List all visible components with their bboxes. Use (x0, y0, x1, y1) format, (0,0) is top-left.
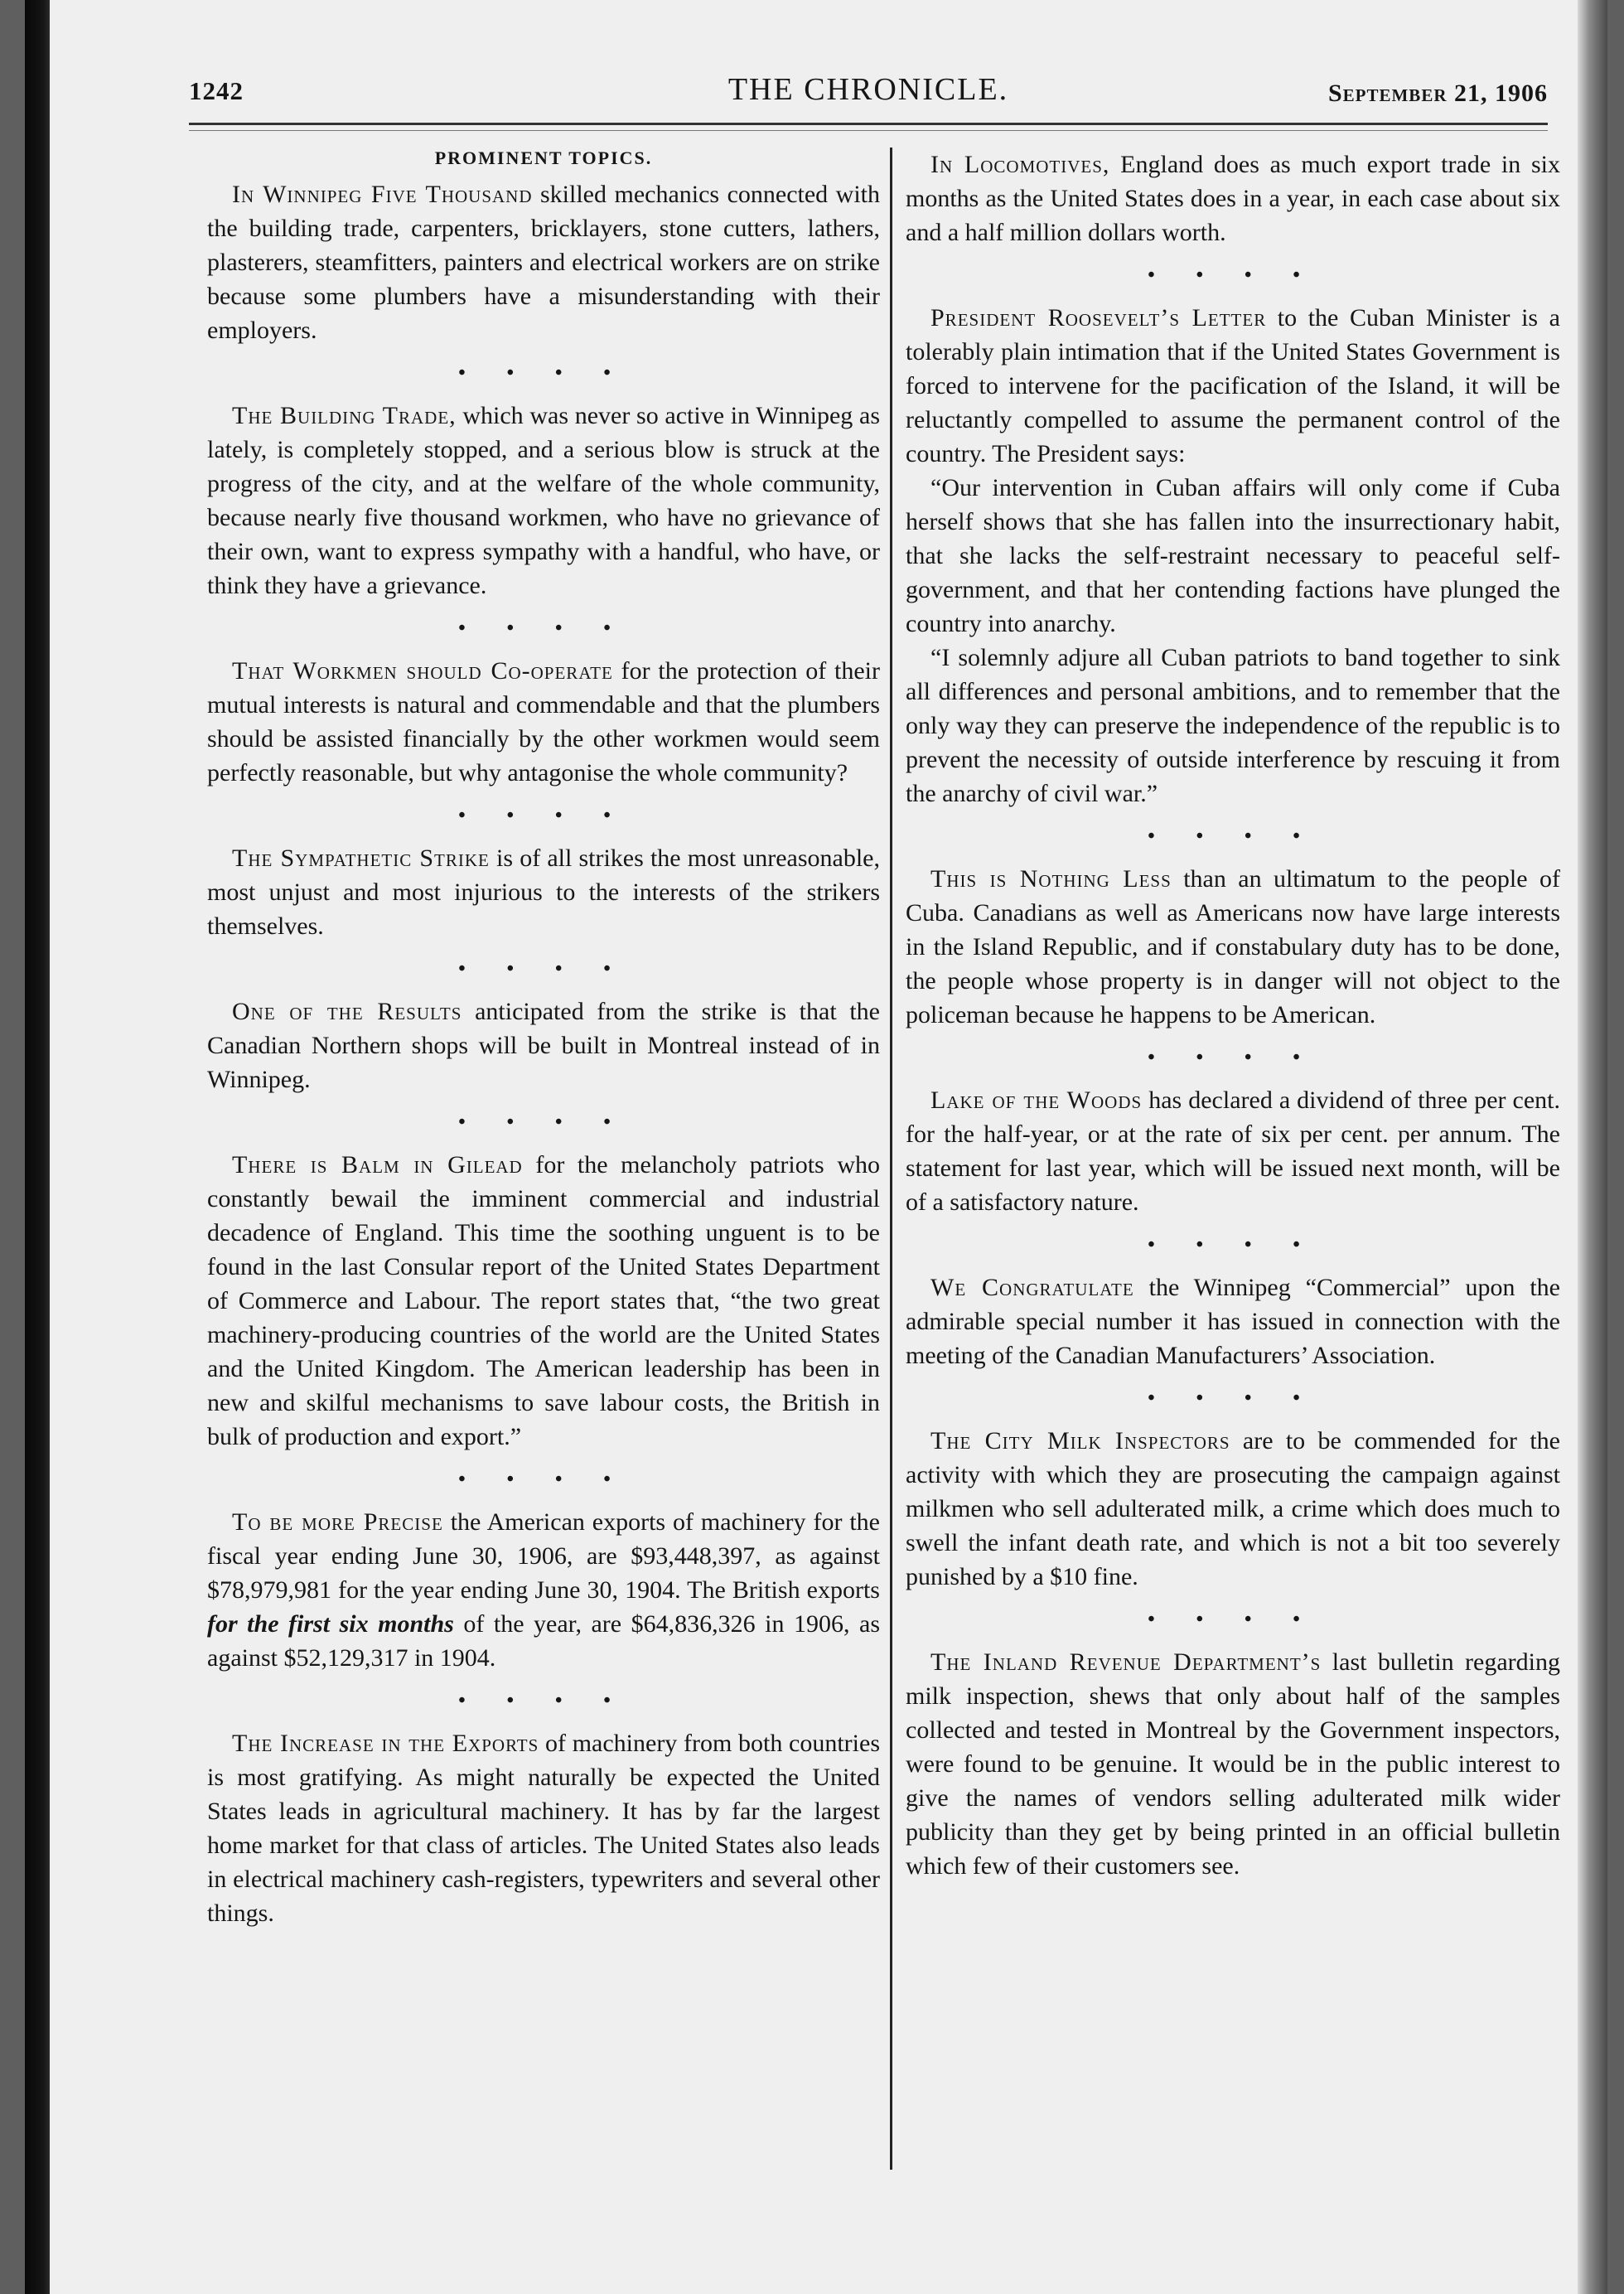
separator: • • • • (458, 958, 629, 980)
paragraph-lead: President Roosevelt’s Letter (930, 304, 1267, 332)
separator: • • • • (1148, 1047, 1318, 1068)
right-column (906, 148, 1560, 1883)
separator: • • • • (1148, 1234, 1318, 1256)
paragraph-lead: The City Milk Inspectors (930, 1427, 1230, 1454)
separator: • • • • (1148, 1609, 1318, 1630)
separator: • • • • (458, 617, 629, 639)
paragraph-body: has declared a dividend of three per cent. for the half-year, or at the rate of six per cent. per annum. The statement for last year, which will be issued next month, will be of a satisfactory nature. (906, 1087, 1560, 1216)
paragraph-body: for the melancholy patriots who constantly bewail the imminent commercial and industrial decadence of England. This time the soothing unguent is to be found in the last Consular report of the United States Department of Commerce and Labour. The report states that, “the two great machinery-producing countries of the world are the United States and the United Kingdom. The American leadership has been in new and skilful mechanisms to save labour costs, the British in bulk of production and export.” (207, 1151, 880, 1450)
paragraph-lead: To be more Precise (232, 1508, 443, 1536)
page-edge-shadow (1578, 0, 1607, 2294)
paragraph-winnipeg-strike (207, 177, 880, 347)
quotation-adjure: “I solemnly adjure all Cuban patriots to band together to sink all differences and personal ambitions, and to remember that the only way they can preserve the independence of the republic is to prevent the necessity of outside interference by rescuing it from the anarchy of civil war.” (906, 644, 1560, 807)
separator: • • • • (458, 362, 629, 384)
paragraph-locomotives (906, 148, 1560, 249)
paragraph-lead: We Congratulate (930, 1274, 1134, 1301)
paragraph-inland-revenue (906, 1645, 1560, 1883)
paragraph-balm-in-gilead (207, 1148, 880, 1454)
paragraph-lead: There is Balm in Gilead (232, 1151, 523, 1178)
paragraph-body: which was never so active in Winnipeg as lately, is completely stopped, and a serious blow is struck at the progress of the city, and at the welfare of the whole community, because nearly five thousand workmen, who have no grievance of their own, want to express sympathy with a handful, who have, or think they have a grievance. (207, 402, 880, 599)
paragraph-body: skilled mechanics connected with the building trade, carpenters, bricklayers, stone cutters, lathers, plasterers, steamfitters, painters and electrical workers are on strike because some plumbers have a misunderstanding with their employers. (207, 181, 880, 344)
paragraph-lead: That Workmen should Co-operate (232, 657, 613, 685)
journal-title: THE CHRONICLE. (727, 72, 1009, 107)
paragraph-workmen-cooperate (207, 654, 880, 790)
paragraph-lead: The Building Trade, (232, 402, 457, 429)
separator: • • • • (458, 1469, 629, 1490)
paragraph-strike-results (207, 995, 880, 1096)
separator: • • • • (458, 1111, 629, 1133)
paragraph-exports-increase (207, 1726, 880, 1930)
paragraph-congratulate (906, 1270, 1560, 1372)
paragraph-body: than an ultimatum to the people of Cuba. Canadians as well as Americans now have large interests in the Island Republic, and if constabulary duty has to be done, the people whose property is in danger will not object to the policeman because he happens to be American. (906, 865, 1560, 1028)
paragraph-body: to the Cuban Minister is a tolerably plain intimation that if the United States Government is forced to intervene for the pacification of the Island, it will be reluctantly compelled to assume the permanent control of the country. The President says: (906, 304, 1560, 467)
paragraph-milk-inspectors (906, 1424, 1560, 1594)
paragraph-body: of machinery from both countries is most gratifying. As might naturally be expected the United States leads in agricultural machinery. It has by far the largest home market for that class of articles. The United States also leads in electrical machinery cash-registers, typewriters and several other things. (207, 1730, 880, 1927)
separator: • • • • (458, 1690, 629, 1711)
separator: • • • • (458, 805, 629, 826)
paragraph-body: anticipated from the strike is that the Canadian Northern shops will be built in Montreal instead of in Winnipeg. (207, 998, 880, 1093)
paragraph-building-trade (207, 399, 880, 603)
column-divider (890, 148, 892, 2170)
separator: • • • • (1148, 1387, 1318, 1409)
paragraph-lead: The Increase in the Exports (232, 1730, 539, 1757)
paragraph-lead: In Locomotives, (930, 151, 1110, 178)
issue-date: September 21, 1906 (1327, 80, 1548, 107)
paragraph-body: is of all strikes the most unreasonable, most unjust and most injurious to the interests of the strikers themselves. (207, 845, 880, 940)
paragraph-body: England does as much export trade in six months as the United States does in a year, in each case about six and a half million dollars worth. (906, 151, 1560, 246)
separator: • • • • (1148, 825, 1318, 847)
paragraph-lead: In Winnipeg Five Thousand (232, 181, 533, 208)
separator: • • • • (1148, 264, 1318, 286)
paragraph-exports-precise (207, 1505, 880, 1675)
paragraph-italic-phrase: for the first six months (207, 1610, 454, 1638)
page-number: 1242 (189, 76, 244, 105)
paragraph-ultimatum (906, 862, 1560, 1032)
paragraph-lake-of-the-woods (906, 1083, 1560, 1219)
scanned-page (25, 0, 1607, 2294)
section-heading: PROMINENT TOPICS. (434, 148, 653, 168)
header-rule (189, 123, 1548, 131)
paragraph-body: are to be commended for the activity with which they are prosecuting the campaign against milkmen who sell adulterated milk, a crime which does much to swell the infant death rate, and which is not a bit too severely punished by a $10 fine. (906, 1427, 1560, 1590)
left-column (207, 148, 880, 1930)
paragraph-body: the American exports of machinery for the fiscal year ending June 30, 1906, are $93,448,397, as against $78,979,981 for the year ending June 30, 1904. The British exports (207, 1508, 881, 1604)
paragraph-body: the Winnipeg “Commercial” upon the admirable special number it has issued in connection with the meeting of the Canadian Manufacturers’ Association. (906, 1274, 1560, 1369)
paragraph-lead: This is Nothing Less (930, 865, 1172, 893)
binding-shadow (25, 0, 50, 2294)
paragraph-lead: The Sympathetic Strike (232, 845, 490, 872)
paragraph-body: of the year, are $64,836,326 in 1906, as against $52,129,317 in 1904. (207, 1610, 881, 1672)
paragraph-sympathetic-strike (207, 841, 880, 943)
paragraph-body: for the protection of their mutual interests is natural and commendable and that the plumbers should be assisted financially by the other workmen would seem perfectly reasonable, but why antagonise the whole community? (207, 657, 880, 786)
quotation-intervention: “Our intervention in Cuban affairs will only come if Cuba herself shows that she has fallen into the insurrectionary habit, that she lacks the self-restraint necessary to peaceful self-government, and that her contending factions have plunged the country into anarchy. (906, 474, 1560, 637)
paragraph-lead: Lake of the Woods (930, 1087, 1143, 1114)
paragraph-lead: The Inland Revenue Department’s (930, 1648, 1322, 1676)
paragraph-lead: One of the Results (232, 998, 462, 1025)
paragraph-roosevelt-letter (906, 301, 1560, 471)
paragraph-body: last bulletin regarding milk inspection, shews that only about half of the samples collected and tested in Montreal by the Government inspectors, were found to be genuine. It would be in the public interest to give the names of vendors selling adulterated milk wider publicity than they get by being printed in an official bulletin which few of their customers see. (906, 1648, 1561, 1880)
